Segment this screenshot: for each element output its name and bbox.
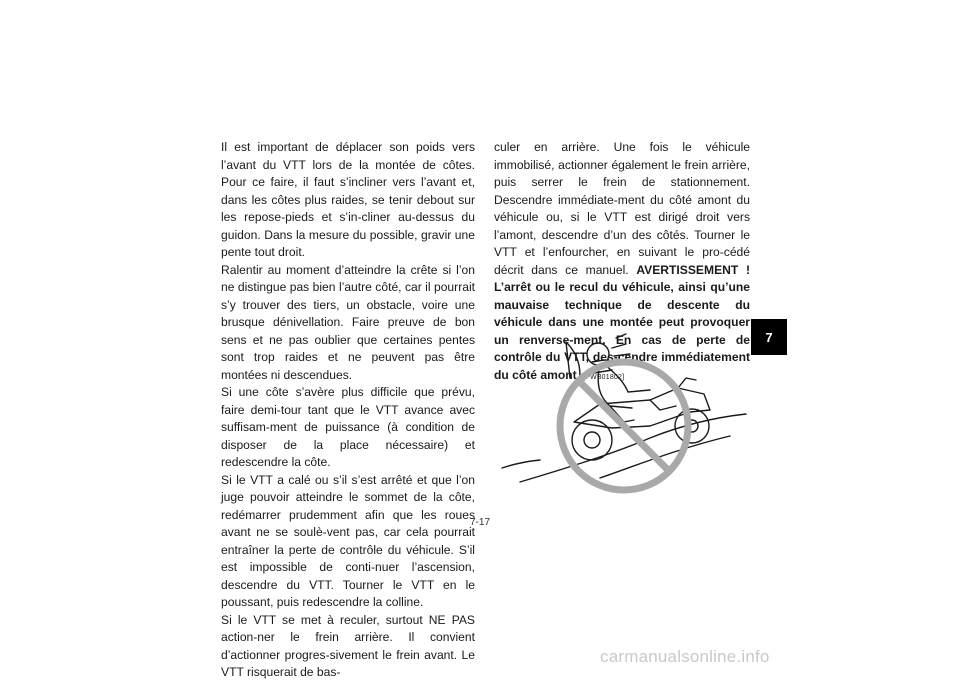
watermark: carmanualsonline.info — [600, 647, 770, 666]
paragraph: Ralentir au moment d’atteindre la crête si l’on ne distingue pas bien l’autre côté, car il pourrait s’y trouver des tiers, un obstacle, voire une brusque dénivellation. Faire preuve de bon sens et ne pas oublier que certaines pentes sont trop raides et ne peuvent pas être montées ni descendues. — [221, 262, 475, 382]
warning-text: L’arrêt ou le recul du véhicule, ainsi qu’une mauvaise technique de descente du véhicule dans une montée peut provoquer un renverse-ment. En cas de perte de contrôle du VTT, des-cendre immédiatement du côté amont. — [494, 280, 750, 382]
atv-backward-tip-prohibited-illustration — [500, 330, 750, 498]
paragraph: Si le VTT se met à reculer, surtout NE PAS action-ner le frein arrière. Il convient d’actionner progres-sivement le frein avant. Le VTT risquerait de bas- — [221, 612, 475, 679]
continued-text: culer en arrière. Une fois le véhicule immobilisé, actionner également le frein arrière, puis serrer le frein de stationnement. Descendre immédiate-ment du côté amont du véhicule ou, si le VTT est dirigé droit vers l’amont, descendre d’un des côtés. Tourner le VTT et l’enfourcher, en suivant le pro-cédé décrit dans ce manuel. — [494, 140, 750, 277]
paragraph: Si le VTT a calé ou s’il s’est arrêté et que l’on juge pouvoir atteindre le sommet de la côte, redémarrer prudemment afin que les roues avant ne se soulè-vent pas, car cela pourrait entraîner la perte de contrôle du véhicule. S’il est impossible de conti-nuer l’ascension, descendre du VTT. Tourner le VTT en le poussant, puis redescendre la colline. — [221, 472, 475, 609]
page-number: 7-17 — [469, 517, 490, 528]
left-text-column — [221, 139, 475, 682]
warning-label: AVERTISSEMENT ! — [636, 262, 750, 277]
warning-reference-code: [FWB01802] — [583, 373, 625, 381]
paragraph: Si une côte s’avère plus difficile que prévu, faire demi-tour tant que le VTT avance avec suffisam-ment de puissance (à condition de disposer de la place nécessaire) et redescendre la côte. — [221, 385, 475, 469]
atv-rider-drawing — [502, 334, 746, 482]
prohibition-sign — [560, 362, 688, 490]
paragraph: Il est important de déplacer son poids vers l’avant du VTT lors de la montée de côtes. Pour ce faire, il faut s’incliner vers l’avant et, dans les côtes plus raides, se tenir debout sur les repose-pieds et s’in-cliner au-dessus du guidon. Dans la mesure du possible, gravir une pente tout droit. — [221, 140, 475, 259]
chapter-tab: 7 — [751, 319, 787, 355]
